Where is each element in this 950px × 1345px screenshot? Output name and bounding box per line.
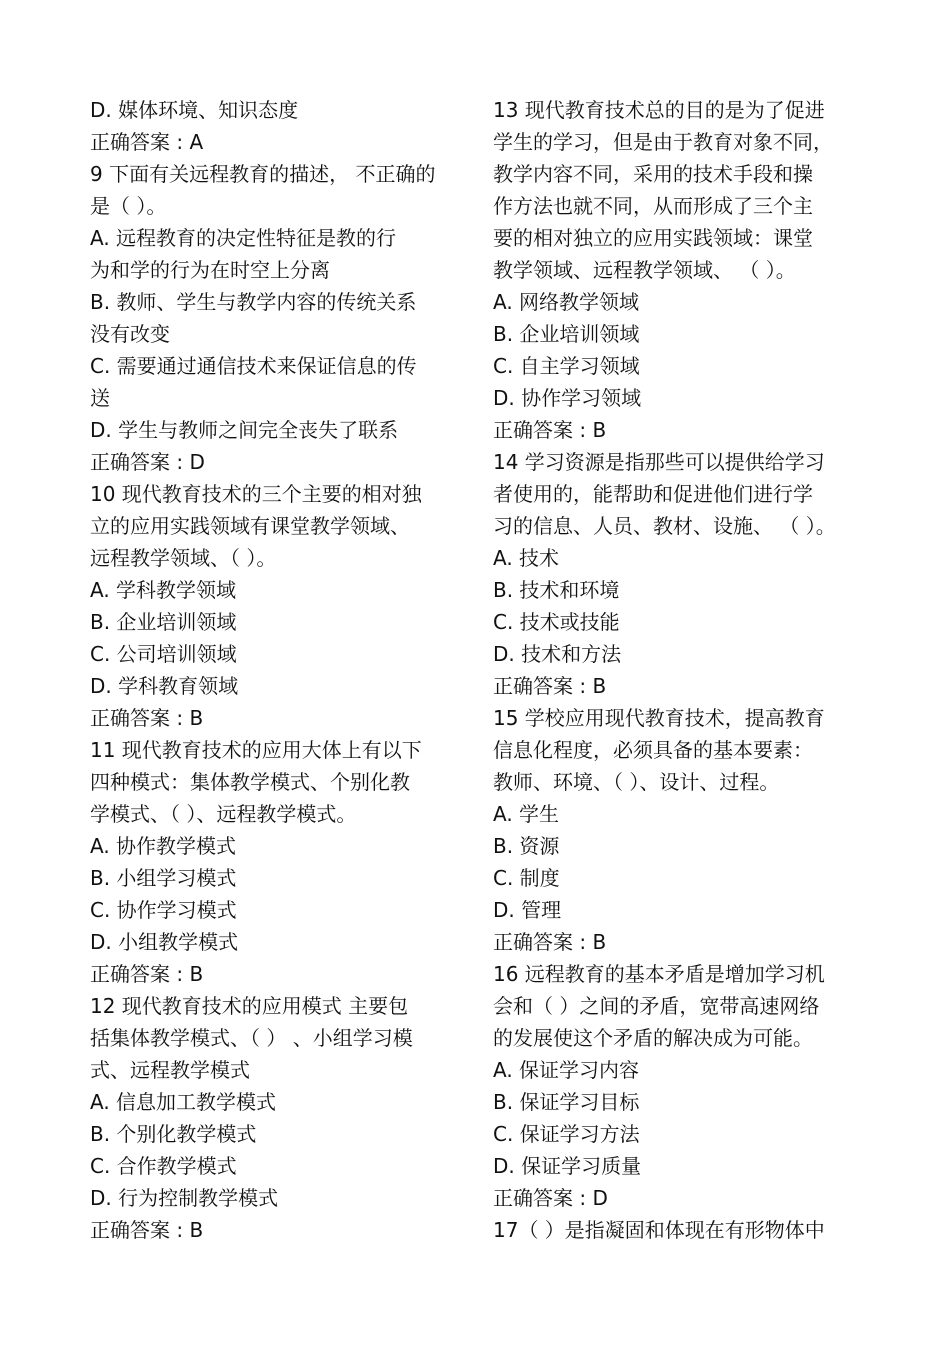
option-line: A. 远程教育的决定性特征是教的行 <box>90 226 397 250</box>
option-line: B. 企业培训领域 <box>90 610 237 634</box>
answer-line: 正确答案 : A <box>90 130 204 154</box>
question-line: 9 下面有关远程教育的描述， 不正确的 <box>90 162 436 186</box>
question-line: 15 学校应用现代教育技术，提高教育 <box>493 706 825 730</box>
option-line: D. 管理 <box>493 898 562 922</box>
option-line: D. 行为控制教学模式 <box>90 1186 279 1210</box>
question-line: 信息化程度，必须具备的基本要素： <box>493 738 813 762</box>
question-line: 13 现代教育技术总的目的是为了促进 <box>493 98 825 122</box>
option-line: A. 学生 <box>493 802 560 826</box>
question-line: 教学内容不同，采用的技术手段和操 <box>493 162 813 186</box>
option-line: 送 <box>90 386 110 410</box>
option-line: B. 技术和环境 <box>493 578 620 602</box>
question-line: 式、远程教学模式 <box>90 1058 250 1082</box>
question-line: 12 现代教育技术的应用模式 主要包 <box>90 994 409 1018</box>
option-line: A. 网络教学领域 <box>493 290 640 314</box>
answer-line: 正确答案 : B <box>493 674 607 698</box>
option-line: B. 企业培训领域 <box>493 322 640 346</box>
option-line: C. 公司培训领域 <box>90 642 237 666</box>
option-line: D. 学科教育领域 <box>90 674 239 698</box>
question-line: 是（ ）。 <box>90 194 167 218</box>
question-line: 作方法也就不同，从而形成了三个主 <box>493 194 813 218</box>
option-line: D. 技术和方法 <box>493 642 622 666</box>
option-line: A. 协作教学模式 <box>90 834 237 858</box>
option-line: C. 协作学习模式 <box>90 898 237 922</box>
answer-line: 正确答案 : D <box>90 450 205 474</box>
answer-line: 正确答案 : B <box>493 930 607 954</box>
option-line: B. 小组学习模式 <box>90 866 237 890</box>
question-line: 远程教学领域、（ ）。 <box>90 546 277 570</box>
option-line: D. 小组教学模式 <box>90 930 239 954</box>
option-line: A. 学科教学领域 <box>90 578 237 602</box>
answer-line: 正确答案 : B <box>90 706 204 730</box>
question-line: 14 学习资源是指那些可以提供给学习 <box>493 450 825 474</box>
question-line: 习的信息、人员、教材、设施、 （ ）。 <box>493 514 836 538</box>
question-line: 教师、环境、（ ）、设计、过程。 <box>493 770 780 794</box>
option-line: B. 教师、学生与教学内容的传统关系 <box>90 290 417 314</box>
question-line: 16 远程教育的基本矛盾是增加学习机 <box>493 962 825 986</box>
option-line: B. 保证学习目标 <box>493 1090 640 1114</box>
question-line: 11 现代教育技术的应用大体上有以下 <box>90 738 422 762</box>
option-line: C. 自主学习领域 <box>493 354 640 378</box>
question-line: 四种模式：集体教学模式、个别化教 <box>90 770 410 794</box>
option-line: C. 合作教学模式 <box>90 1154 237 1178</box>
option-line: C. 保证学习方法 <box>493 1122 640 1146</box>
option-line: 为和学的行为在时空上分离 <box>90 258 330 282</box>
question-line: 10 现代教育技术的三个主要的相对独 <box>90 482 422 506</box>
option-line: A. 信息加工教学模式 <box>90 1090 277 1114</box>
question-line: 教学领域、远程教学领域、 （ ）。 <box>493 258 796 282</box>
question-line: 17（ ）是指凝固和体现在有形物体中 <box>493 1218 825 1242</box>
option-line: D. 协作学习领域 <box>493 386 642 410</box>
option-line: 没有改变 <box>90 322 170 346</box>
question-line: 者使用的，能帮助和促进他们进行学 <box>493 482 813 506</box>
option-line: A. 技术 <box>493 546 560 570</box>
option-line: D. 保证学习质量 <box>493 1154 642 1178</box>
option-line: D. 学生与教师之间完全丧失了联系 <box>90 418 399 442</box>
option-line: B. 个别化教学模式 <box>90 1122 257 1146</box>
question-line: 要的相对独立的应用实践领域：课堂 <box>493 226 813 250</box>
option-line: C. 需要通过通信技术来保证信息的传 <box>90 354 417 378</box>
option-line: B. 资源 <box>493 834 560 858</box>
question-line: 的发展使这个矛盾的解决成为可能。 <box>493 1026 813 1050</box>
text-line: D. 媒体环境、知识态度 <box>90 98 299 122</box>
question-line: 学生的学习，但是由于教育对象不同， <box>493 130 833 154</box>
option-line: A. 保证学习内容 <box>493 1058 640 1082</box>
question-line: 学模式、（ ）、远程教学模式。 <box>90 802 357 826</box>
option-line: C. 制度 <box>493 866 560 890</box>
answer-line: 正确答案 : B <box>493 418 607 442</box>
left-column <box>90 94 462 1246</box>
option-line: C. 技术或技能 <box>493 610 620 634</box>
right-column <box>493 94 865 1246</box>
question-line: 括集体教学模式、（ ） 、小组学习模 <box>90 1026 413 1050</box>
answer-line: 正确答案 : B <box>90 1218 204 1242</box>
answer-line: 正确答案 : D <box>493 1186 608 1210</box>
question-line: 会和（ ）之间的矛盾，宽带高速网络 <box>493 994 820 1018</box>
question-line: 立的应用实践领域有课堂教学领域、 <box>90 514 410 538</box>
answer-line: 正确答案 : B <box>90 962 204 986</box>
